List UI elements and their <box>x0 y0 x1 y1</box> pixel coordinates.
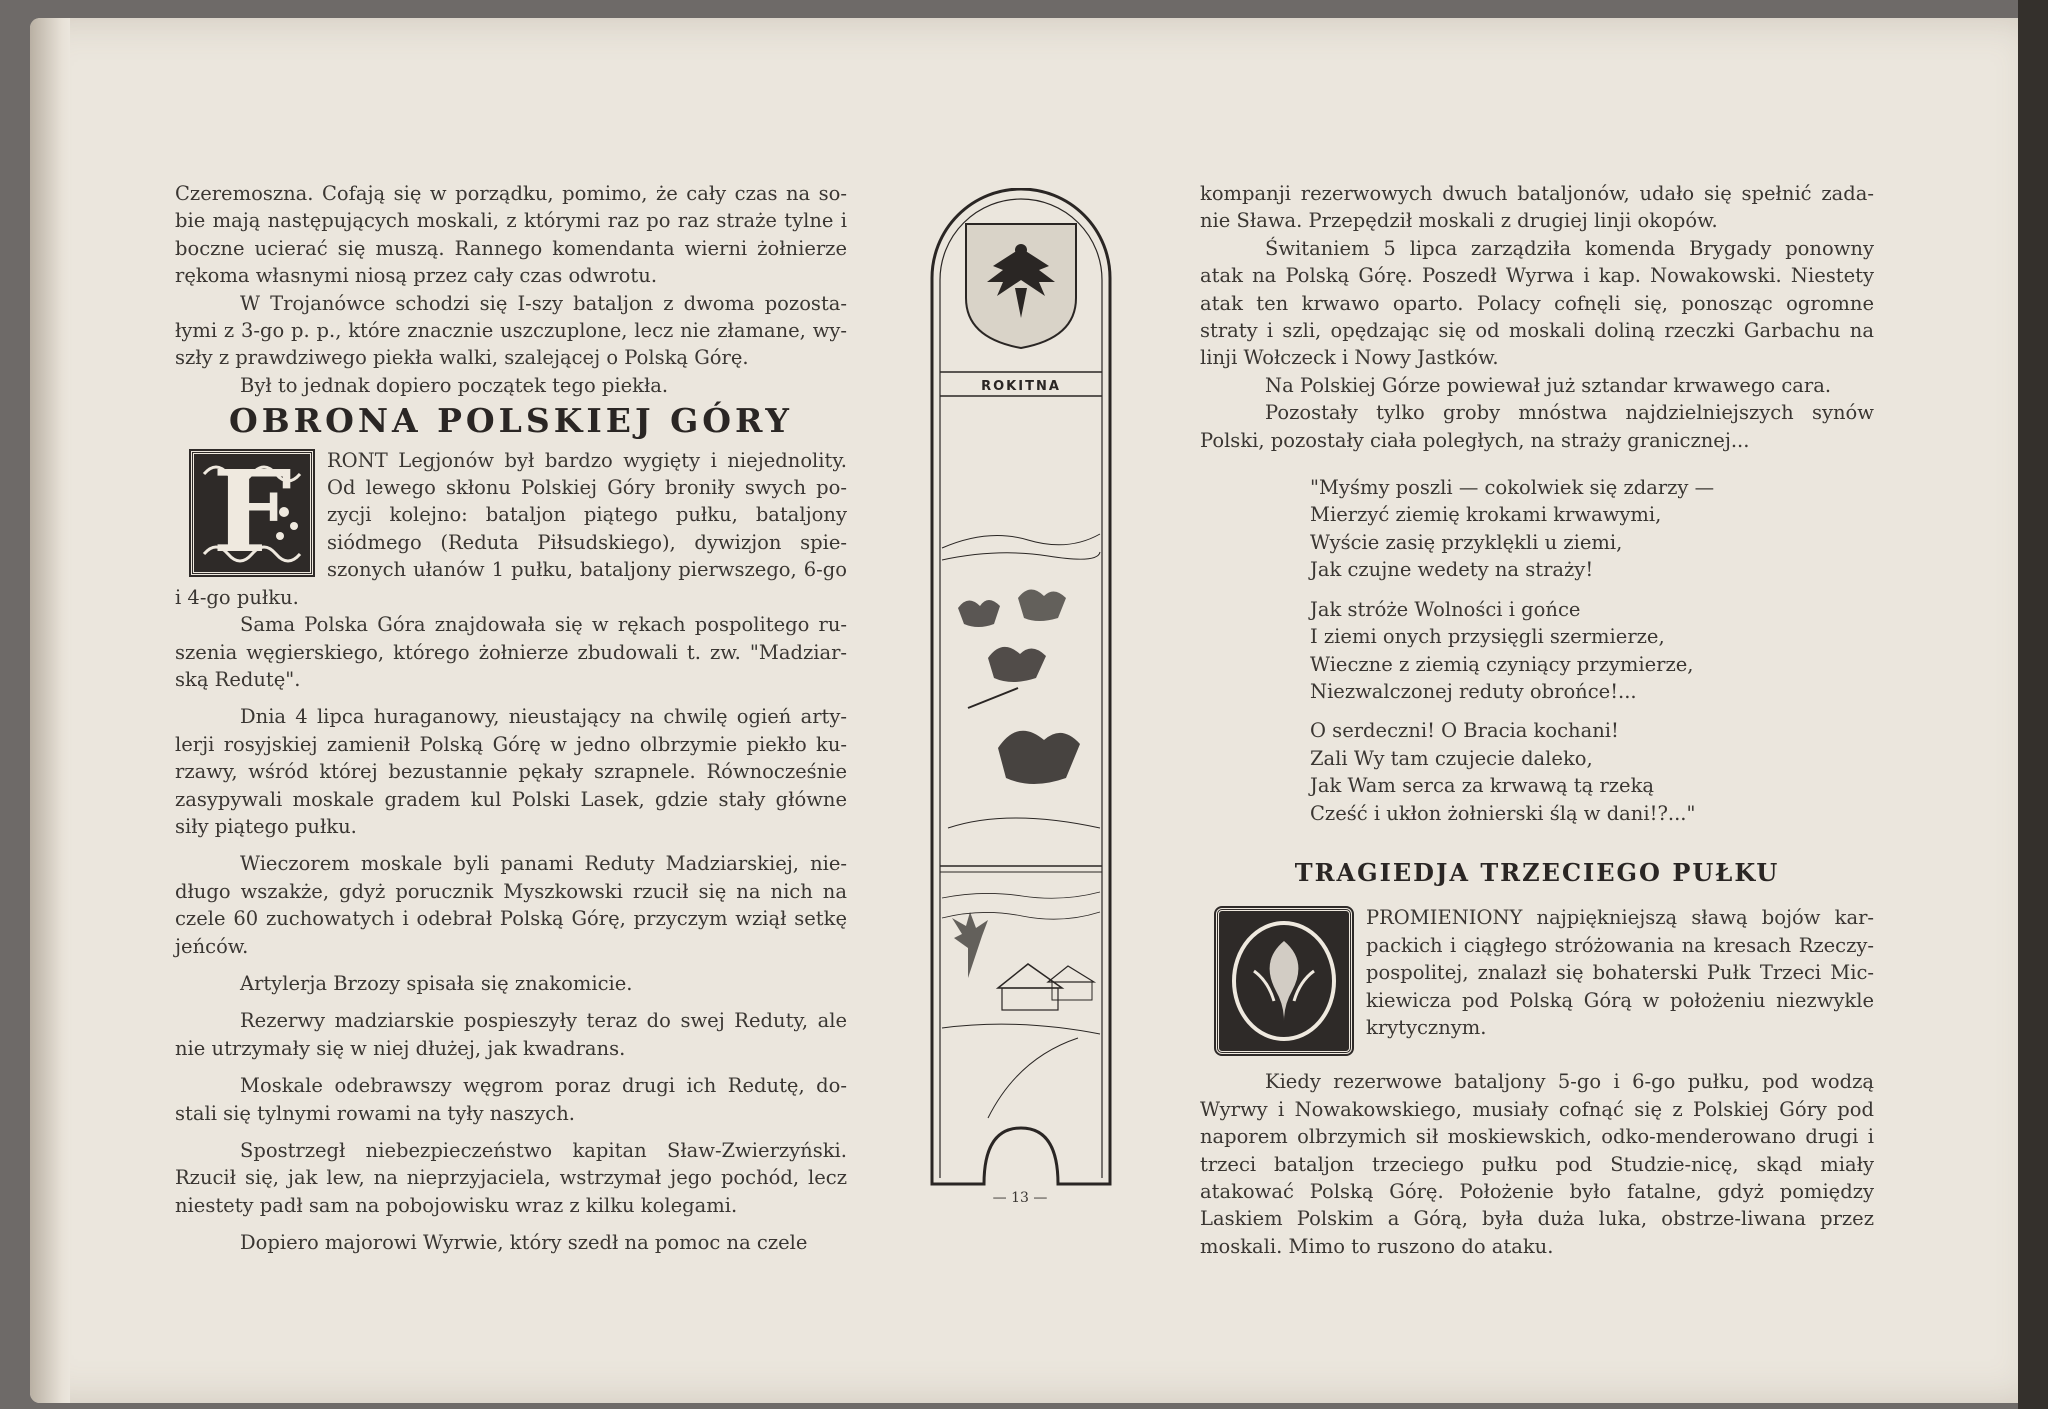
poem-line: Jak stróże Wolności i gońce <box>1310 597 1581 621</box>
poem-line: "Myśmy poszli — cokolwiek się zdarzy — <box>1310 476 1715 500</box>
paragraph: Dnia 4 lipca huraganowy, nieustający na chwilę ogień arty-lerji rosyjskiej zamienił Polską Górę w jedno olbrzymie piekło ku-rzawy, wśród której bezustannie pękały szrapnele. Równocześnie zasypywali moskale gradem kul Polski Lasek, gdzie stały główne siły piątego pułku. <box>175 705 847 838</box>
village-landscape-scene <box>942 892 1100 1118</box>
section-title: TRAGIEDJA TRZECIEGO PUŁKU <box>1294 857 1780 887</box>
poem-stanza <box>1310 717 1874 827</box>
paragraph: Świtaniem 5 lipca zarządziła komenda Brygady ponowny atak na Polską Górę. Poszedł Wyrwa i kap. Nowakowski. Niestety atak ten krwawo oparto. Polacy cofnęli się, ponosząc ogromne straty i szli, opędzając się od moskali doliną rzeczki Garbachu na linji Wołczeck i Nowy Jastków. <box>1200 236 1874 370</box>
page-number: — 13 — <box>992 1190 1048 1206</box>
paragraph: Spostrzegł niebezpieczeństwo kapitan Sław-Zwierzyński. Rzucił się, jak lew, na nieprzyjaciela, wstrzymał jego pochód, lecz niestety padł sam na pobojowisku wraz z kilku kolegami. <box>175 1139 847 1217</box>
paragraph: Sama Polska Góra znajdowała się w rękach pospolitego ru-szenia węgierskiego, którego żołnierze zbudowali t. zw. "Madziar-ską Redutę". <box>175 613 847 691</box>
left-column <box>175 180 847 1257</box>
paragraph: Kiedy rezerwowe bataljony 5-go i 6-go pułku, pod wodzą Wyrwy i Nowakowskiego, musiały cofnąć się z Polskiej Góry pod naporem olbrzymich sił moskiewskich, odko-menderowano drugi i trzeci bataljon trzeciego pułku pod Studzie-nicę, skąd miały atakować Polską Górę. Położenie było fatalne, gdyż pomiędzy Laskiem Polskim a Górą, była duża luka, obstrze-liwana przez moskali. Mimo to ruszono do ataku. <box>1200 1070 1874 1258</box>
poem-line: Zali Wy tam czujecie daleko, <box>1310 746 1593 770</box>
cavalry-battle-scene <box>942 534 1100 828</box>
section-title: OBRONA POLSKIEJ GÓRY <box>229 401 793 441</box>
paragraph: Czeremoszna. Cofają się w porządku, pomimo, że cały czas na so-bie mają następujących moskali, z którymi raz po raz straże tylne i boczne ucierać się muszą. Rannego komendanta wierni żołnierze rękoma własnymi niosą przez cały czas odwrotu. <box>175 182 847 288</box>
right-column <box>1200 180 1874 1260</box>
background-edge <box>2018 0 2048 1409</box>
paragraph: Był to jednak dopiero początek tego piekła. <box>240 373 669 397</box>
poem-line: Niezwalczonej reduty obrońce!... <box>1310 679 1637 703</box>
book-spine <box>30 18 70 1403</box>
ornamental-initial <box>1216 908 1352 1054</box>
paragraph: Dopiero majorowi Wyrwie, który szedł na pomoc na czele <box>240 1231 808 1255</box>
poem-line: Cześć i ukłon żołnierski ślą w dani!?..." <box>1310 801 1696 825</box>
paragraph: PROMIENIONY najpiękniejszą sławą bojów kar-packich i ciągłego stróżowania na kresach Rzeczy-pospolitej, znalazł się bohaterski Pułk Trzeci Mic-kiewicza pod Polską Górą w położeniu niezwykle krytycznym. <box>1366 906 1874 1039</box>
paragraph: Na Polskiej Górze powiewał już sztandar krwawego cara. <box>1265 373 1832 397</box>
illustration-panel <box>928 188 1114 1188</box>
poem-line: Mierzyć ziemię krokami krwawymi, <box>1310 503 1662 527</box>
poem <box>1310 474 1874 827</box>
poem-stanza <box>1310 474 1874 584</box>
paragraph: Moskale odebrawszy węgrom poraz drugi ich Redutę, do-stali się tylnymi rowami na tyły naszych. <box>175 1074 847 1125</box>
paragraph: Pozostały tylko groby mnóstwa najdzielniejszych synów Polski, pozostały ciała poległych, na straży granicznej... <box>1200 401 1874 452</box>
poem-line: Wieczne z ziemią czyniący przymierze, <box>1310 652 1694 676</box>
dropcap-block <box>175 447 847 611</box>
poem-line: Jak czujne wedety na straży! <box>1310 558 1594 582</box>
paragraph: RONT Legjonów był bardzo wygięty i niejednolity. Od lewego skłonu Polskiej Góry broniły swych po-zycji kolejno: bataljon piątego pułku, bataljony siódmego (Reduta Piłsudskiego), dywizjon spie-szonych ułanów 1 pułku, bataljony pierwszego, 6-go i 4-go pułku. <box>175 448 847 609</box>
poem-line: Wyście zasię przyklękli u ziemi, <box>1310 530 1623 554</box>
panel-label: ROKITNA <box>981 379 1061 394</box>
paragraph: Artylerja Brzozy spisała się znakomicie. <box>240 971 633 995</box>
poem-line: O serdeczni! O Bracia kochani! <box>1310 719 1619 743</box>
paragraph: kompanji rezerwowych dwuch bataljonów, udało się spełnić zada-nie Sława. Przepędził moskali z drugiej linji okopów. <box>1200 182 1874 233</box>
poem-stanza <box>1310 596 1874 706</box>
paragraph: Wieczorem moskale byli panami Reduty Madziarskiej, nie-długo wszakże, gdyż porucznik Myszkowski rzucił się na nich na czele 60 zuchowatych i odebrał Polską Górę, przyczym wziął setkę jeńców. <box>175 852 847 958</box>
eagle-crest-icon <box>966 224 1076 348</box>
paragraph: Rezerwy madziarskie pospieszyły teraz do swej Reduty, ale nie utrzymały się w niej dłużej, jak kwadrans. <box>175 1009 847 1060</box>
poem-line: I ziemi onych przysięgli szermierze, <box>1310 625 1665 649</box>
ornamental-initial <box>191 446 313 578</box>
rokitna-illustration <box>928 188 1114 1188</box>
paragraph: W Trojanówce schodzi się I-szy bataljon z dwoma pozosta-łymi z 3-go p. p., które znacznie uszczuplone, lecz nie złamane, wy-szły z prawdziwego piekła walki, szalejącej o Polską Górę. <box>175 291 847 370</box>
dropcap-block <box>1200 904 1874 1058</box>
poem-line: Jak Wam serca za krwawą tą rzeką <box>1310 774 1655 798</box>
dropcap-letter: F <box>212 446 292 578</box>
